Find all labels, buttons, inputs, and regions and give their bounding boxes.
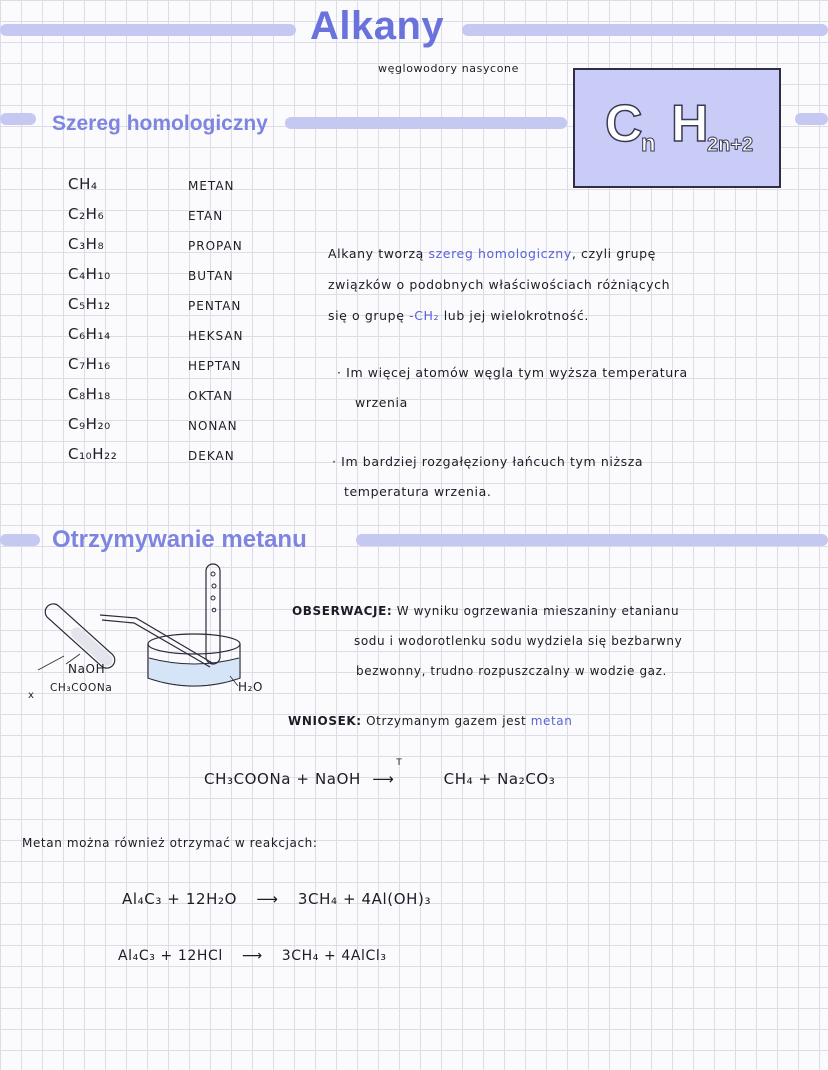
formula-h-sub: 2n+2: [707, 134, 754, 156]
alkane-formula: C₉H₂₀: [68, 415, 111, 433]
alkane-row: [68, 325, 278, 351]
alkane-formula: C₁₀H₂₂: [68, 445, 118, 463]
obs-line1: W wyniku ogrzewania mieszaniny etanianu: [396, 604, 680, 618]
bullet-boiling-carbon: · Im więcej atomów węgla tym wyższa temperatura wrzenia: [337, 358, 688, 418]
para-line1-b: , czyli grupę: [571, 246, 656, 261]
obs-label: OBSERWACJE:: [292, 604, 393, 618]
section2-banner-right: [356, 534, 828, 546]
conclusion: [288, 714, 572, 728]
formula-n-sub: n: [641, 130, 656, 157]
reaction-3-left: Al₄C₃ + 12HCl: [118, 948, 223, 964]
label-h2o: H₂O: [238, 680, 264, 694]
term-ch2: -CH₂: [409, 308, 440, 323]
alkane-name: ETAN: [188, 209, 224, 223]
delivery-tube: [100, 615, 214, 664]
reaction-3: [118, 948, 387, 964]
page-subtitle: węglowodory nasycone: [378, 62, 519, 75]
alkane-row: [68, 445, 278, 471]
term-metan: metan: [530, 714, 573, 728]
wniosek-label: WNIOSEK:: [288, 714, 362, 728]
alkane-row: [68, 385, 278, 411]
page-title: Alkany: [310, 4, 445, 48]
section1-heading: Szereg homologiczny: [52, 112, 268, 135]
alkane-row: [68, 175, 278, 201]
obs-line2: sodu i wodorotlenku sodu wydziela się bezbarwny: [354, 634, 683, 648]
general-formula-box: [573, 68, 781, 188]
section1-banner-right: [285, 117, 567, 129]
observations: [292, 596, 682, 686]
bullet2-line1: Im bardziej rozgałęziony łańcuch tym niższa: [341, 454, 644, 469]
bullet-boiling-branch: · Im bardziej rozgałęziony łańcuch tym niższa temperatura wrzenia.: [332, 447, 643, 507]
bullet1-line2: wrzenia: [355, 395, 408, 410]
alkane-formula: C₃H₈: [68, 235, 105, 253]
alkane-row: [68, 205, 278, 231]
alkane-name: OKTAN: [188, 389, 233, 403]
label-ch3coona: CH₃COONa: [50, 682, 113, 694]
section2-banner-left: [0, 534, 40, 546]
section1-banner-far: [795, 113, 828, 125]
alkane-row: [68, 235, 278, 261]
alkane-row: [68, 295, 278, 321]
title-banner-right: [462, 24, 828, 36]
reaction-main-arrow: ⟶: [372, 770, 395, 788]
alkane-name: HEKSAN: [188, 329, 244, 343]
alkane-formula: CH₄: [68, 175, 98, 193]
alkane-formula: C₄H₁₀: [68, 265, 111, 283]
reaction-2-left: Al₄C₃ + 12H₂O: [122, 890, 238, 908]
title-banner-left: [0, 24, 296, 36]
alkane-formula: C₅H₁₂: [68, 295, 111, 313]
alkane-formula: C₇H₁₆: [68, 355, 111, 373]
homolog-paragraph: [328, 238, 670, 331]
para-line1-a: Alkany tworzą: [328, 246, 424, 261]
obs-line3: bezwonny, trudno rozpuszczalny w wodzie gaz.: [356, 664, 667, 678]
alkane-name: BUTAN: [188, 269, 234, 283]
collection-tube: [206, 564, 220, 664]
alkane-name: HEPTAN: [188, 359, 242, 373]
beaker: [148, 634, 240, 686]
para-line3-a: się o grupę: [328, 308, 405, 323]
section1-banner-left: [0, 113, 36, 125]
alkane-name: METAN: [188, 179, 235, 193]
para-line3-b: lub jej wielokrotność.: [443, 308, 589, 323]
term-szereg-homologiczny: szereg homologiczny: [428, 246, 572, 261]
wniosek-text: Otrzymanym gazem jest: [366, 714, 527, 728]
section2-heading: Otrzymywanie metanu: [52, 526, 307, 553]
reaction-2-right: 3CH₄ + 4Al(OH)₃: [297, 890, 432, 908]
label-naoh: NaOH: [68, 662, 106, 676]
alkane-name: PENTAN: [188, 299, 242, 313]
formula-h: H: [671, 95, 709, 153]
alkane-row: [68, 265, 278, 291]
test-tube: [42, 601, 118, 672]
alkane-formula: C₂H₆: [68, 205, 105, 223]
bullet1-line1: Im więcej atomów węgla tym wyższa temperatura: [346, 365, 688, 380]
alkane-formula: C₈H₁₈: [68, 385, 111, 403]
reaction-main-right: CH₄ + Na₂CO₃: [443, 770, 556, 788]
reaction-2: [122, 890, 431, 908]
reaction-3-right: 3CH₄ + 4AlCl₃: [281, 948, 387, 964]
alkane-formula: C₆H₁₄: [68, 325, 111, 343]
reaction-3-arrow: ⟶: [241, 948, 263, 964]
reaction-main: [204, 758, 556, 788]
para-line2: związków o podobnych właściwościach różniących: [328, 277, 671, 292]
alkane-name: NONAN: [188, 419, 238, 433]
alkane-row: [68, 415, 278, 441]
reaction-2-arrow: ⟶: [256, 890, 279, 908]
label-x: x: [28, 690, 35, 701]
formula-c: C: [605, 95, 643, 153]
reaction-main-cond: T: [396, 758, 403, 768]
also-reactions-text: Metan można również otrzymać w reakcjach:: [22, 836, 318, 850]
alkane-name: DEKAN: [188, 449, 235, 463]
bullet2-line2: temperatura wrzenia.: [344, 484, 492, 499]
alkane-row: [68, 355, 278, 381]
reaction-main-left: CH₃COONa + NaOH: [204, 770, 361, 788]
alkane-name: PROPAN: [188, 239, 243, 253]
